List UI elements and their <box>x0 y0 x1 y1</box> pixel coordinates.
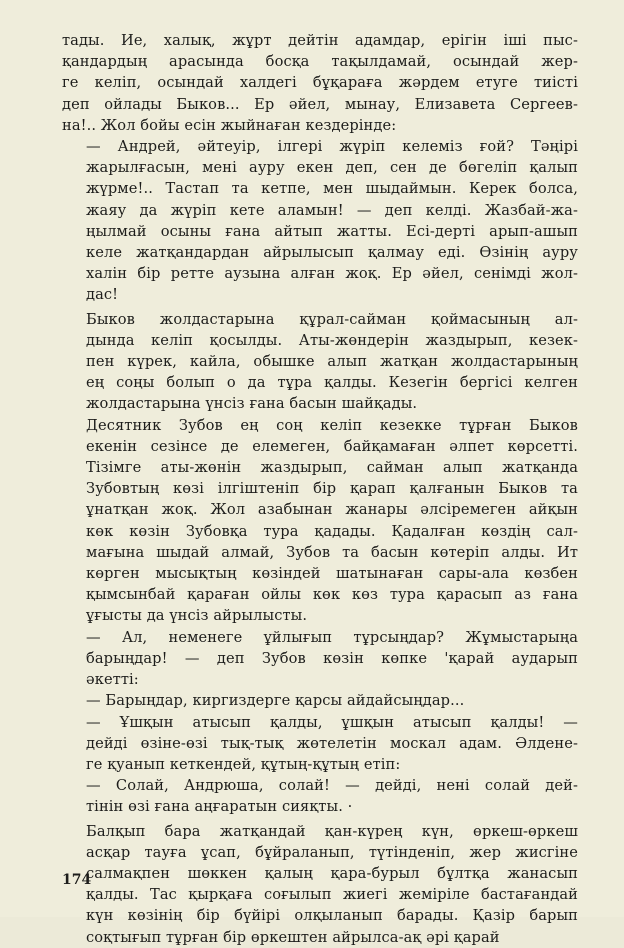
text-line: әкетті: <box>86 671 139 689</box>
text-line: дас! <box>86 286 119 304</box>
text-line: екенін сезінсе де елемеген, байқамаған әлпет көрсетті. <box>86 437 578 455</box>
text-line: тінін өзі ғана аңғаратын сияқты. · <box>86 798 353 816</box>
text-line: — Андрей, әйтеуір, ілгері жүріп келеміз ғой? Тәңірі <box>86 138 578 156</box>
text-line: күн көзінің бір бүйірі олқыланып барады. Қазір барып <box>86 907 578 925</box>
text-line: жолдастарына үнсіз ғана басын шайқады. <box>86 395 418 413</box>
paragraph <box>62 30 578 136</box>
text-line: — Ал, неменеге ұйлығып тұрсыңдар? Жұмыстарыңа <box>86 628 578 646</box>
text-line: ңылмай осыны ғана айтып жатты. Есі-дерті арып-ашып <box>86 222 578 240</box>
paragraph <box>62 309 578 415</box>
text-line: ең соңы болып о да тұра қалды. Кезегін бергісі келген <box>86 374 578 392</box>
text-line: дында келіп қосылды. Аты-жөндерін жаздырып, кезек- <box>86 331 578 349</box>
text-line: қымсынбай қараған ойлы көк көз тура қарасып аз ғана <box>86 586 578 604</box>
text-line: халін бір ретте аузына алған жоқ. Ер әйел, сенімді жол- <box>86 265 578 283</box>
paragraph <box>62 136 578 306</box>
text-line: Десятник Зубов ең соң келіп кезекке тұрған Быков <box>86 416 578 434</box>
paragraph <box>62 690 578 711</box>
page-text <box>62 30 578 948</box>
text-line: қалды. Тас қырқаға соғылып жиегі жеміріле бастағандай <box>86 886 578 904</box>
text-line: дейді өзіне-өзі тық-тық жөтелетін москал адам. Әлдене- <box>86 734 578 752</box>
paragraph <box>62 821 578 948</box>
text-line: көк көзін Зубовқа тура қадады. Қадалған көздің сал- <box>86 522 578 540</box>
paragraph <box>62 775 578 817</box>
text-line: жаяу да жүріп кете аламын! — деп келді. Жазбай-жа- <box>86 201 578 219</box>
text-line: ұнатқан жоқ. Жол азабынан жанары әлсіремеген айқын <box>86 501 578 519</box>
text-line: Балқып бара жатқандай қан-күрең күн, өркеш-өркеш <box>86 822 578 840</box>
text-line: — Солай, Андрюша, солай! — дейді, нені солай дей- <box>86 777 578 795</box>
text-line: тады. Ие, халық, жұрт дейтін адамдар, ерігін іші пыс- <box>62 32 578 49</box>
text-line: Зубовтың көзі ілгіштеніп бір қарап қалғанын Быков та <box>86 480 578 498</box>
text-line: қандардың арасында босқа тақылдамай, осындай жер- <box>62 53 578 71</box>
text-line: барыңдар! — деп Зубов көзін көпке 'қарай аударып <box>86 649 578 667</box>
text-line: ұғысты да үнсіз айрылысты. <box>86 607 308 625</box>
text-line: ге қуанып кеткендей, құтың-құтың етіп: <box>86 755 401 773</box>
page-number: 174 <box>62 872 92 888</box>
text-line: жүрме!.. Тастап та кетпе, мен шыдаймын. Керек болса, <box>86 180 578 198</box>
text-line: мағына шыдай алмай, Зубов та басын көтеріп алды. Ит <box>86 543 578 561</box>
text-line: асқар тауға ұсап, бұйраланып, түтінденіп, жер жисгіне <box>86 843 578 861</box>
text-line: салмақпен шөккен қалың қара-бурыл бұлтқа жанасып <box>86 864 578 882</box>
text-line: деп ойлады Быков... Ер әйел, мынау, Елизавета Сергеев- <box>62 95 578 113</box>
text-line: на!.. Жол бойы есін жыйнаған кездерінде: <box>62 116 397 134</box>
text-line: Быков жолдастарына құрал-сайман қоймасының ал- <box>86 310 578 328</box>
text-line: жарылғасын, мені ауру екен деп, сен де бөгеліп қалып <box>86 159 578 177</box>
text-line: соқтығып тұрған бір өркештен айрылса-ақ әрі қарай <box>86 928 500 946</box>
text-line: келе жатқандардан айрылысып қалмау еді. Өзінің ауру <box>86 244 578 262</box>
paragraph <box>62 712 578 776</box>
text-line: Тізімге аты-жөнін жаздырып, сайман алып жатқанда <box>86 459 578 477</box>
text-line: пен күрек, кайла, обышке алып жатқан жолдастарының <box>86 353 578 371</box>
paragraph <box>62 627 578 691</box>
text-line: көрген мысықтың көзіндей шатынаған сары-ала көзбен <box>86 565 578 583</box>
paragraph <box>62 415 578 627</box>
text-line: — Барыңдар, киргиздерге қарсы айдайсыңдар... <box>86 692 465 710</box>
text-line: — Ұшқын атысып қалды, ұшқын атысып қалды! — <box>86 713 578 731</box>
text-line: ге келіп, осындай халдегі бұқараға жәрдем етуге тиісті <box>62 74 578 92</box>
